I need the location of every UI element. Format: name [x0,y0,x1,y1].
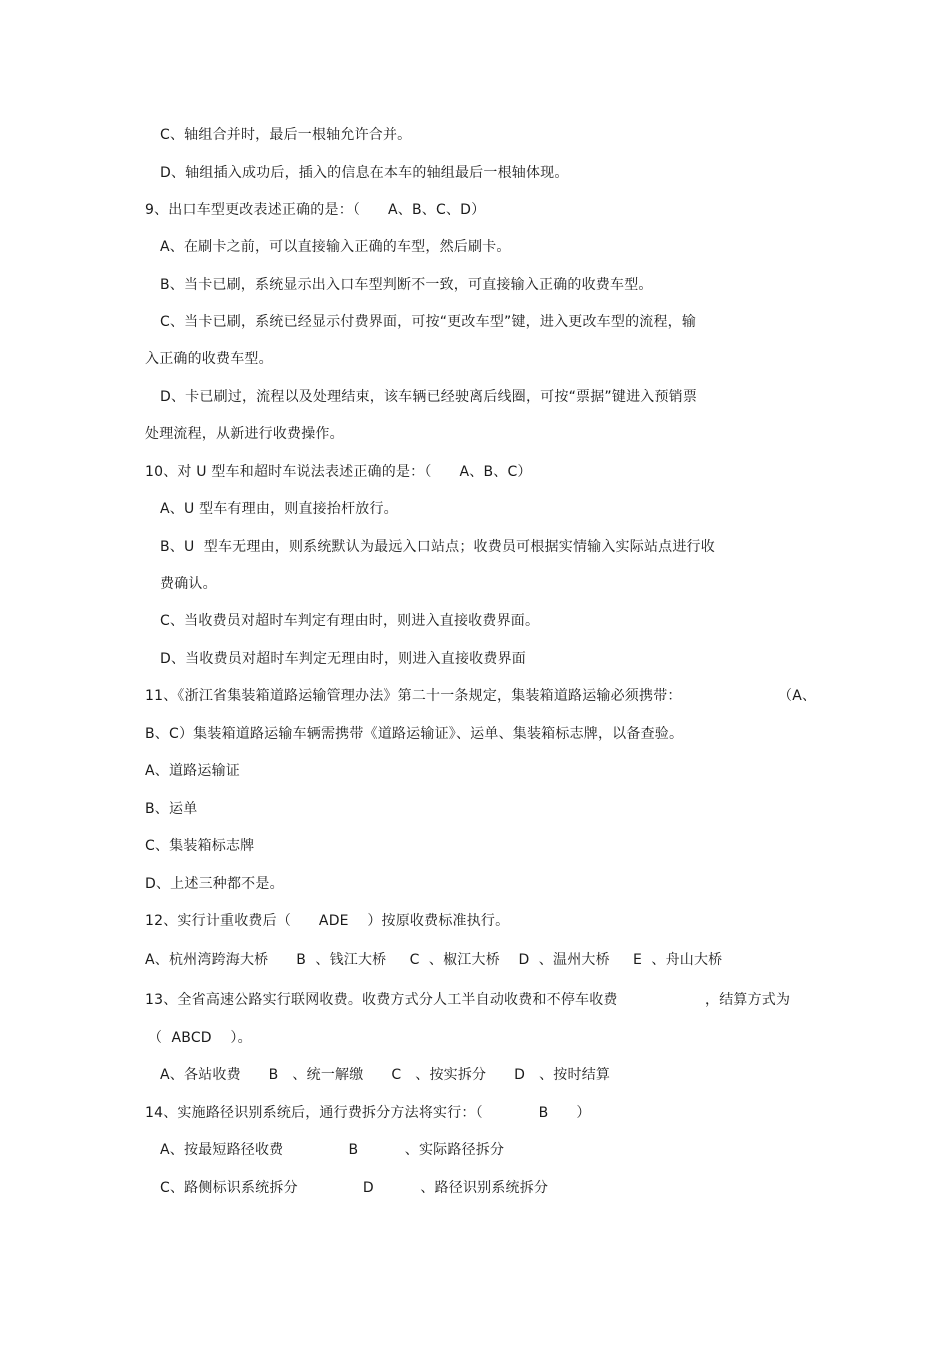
option-line: A、在刷卡之前，可以直接输入正确的车型，然后刷卡。 [160,239,511,255]
option-line: C、轴组合并时，最后一根轴允许合并。 [160,127,412,143]
options-row: A、按最短路径收费 B 、实际路径拆分 [160,1142,505,1158]
answer-line: （ ABCD ）。 [148,1030,252,1046]
question-line: 10、对 U 型车和超时车说法表述正确的是：（ A、B、C） [145,464,532,480]
options-row: A、各站收费 B 、统一解缴 C 、按实拆分 D 、按时结算 [160,1067,611,1083]
question-fragment: ，结算方式为 [705,992,791,1008]
option-line-continued: 处理流程，从新进行收费操作。 [145,426,344,442]
question-line: 11、《浙江省集装箱道路运输管理办法》第二十一条规定，集装箱道路运输必须携带： [145,688,682,704]
option-line: B、U 型车无理由，则系统默认为最远入口站点；收费员可根据实情输入实际站点进行收 [160,539,715,555]
option-line: D、上述三种都不是。 [145,876,284,892]
option-line: B、当卡已刷，系统显示出入口车型判断不一致，可直接输入正确的收费车型。 [160,277,653,293]
options-row: C、路侧标识系统拆分 D 、路径识别系统拆分 [160,1180,549,1196]
option-line: D、卡已刷过，流程以及处理结束，该车辆已经驶离后线圈，可按“票据”键进入预销票 [160,389,698,405]
option-line: B、运单 [145,801,198,817]
option-line-continued: 入正确的收费车型。 [145,351,273,367]
option-line: A、U 型车有理由，则直接抬杆放行。 [160,501,398,517]
option-line: C、当收费员对超时车判定有理由时，则进入直接收费界面。 [160,613,540,629]
question-line: 12、实行计重收费后（ ADE ）按原收费标准执行。 [145,913,510,929]
option-line: A、道路运输证 [145,763,240,779]
question-line: 14、实施路径识别系统后，通行费拆分方法将实行：（ B ） [145,1105,591,1121]
options-row: A、杭州湾跨海大桥 B 、钱江大桥 C 、椒江大桥 D 、温州大桥 E 、舟山大桥 [145,952,723,968]
option-line: C、集装箱标志牌 [145,838,255,854]
option-line: C、当卡已刷，系统已经显示付费界面，可按“更改车型”键，进入更改车型的流程，输 [160,314,697,330]
option-line: D、当收费员对超时车判定无理由时，则进入直接收费界面 [160,651,526,667]
answer-fragment: （A、 [778,688,817,704]
option-line-continued: 费确认。 [160,576,217,592]
question-line: 9、出口车型更改表述正确的是：（ A、B、C、D） [145,202,486,218]
option-line: D、轴组插入成功后，插入的信息在本车的轴组最后一根轴体现。 [160,165,569,181]
question-line-continued: B、C）集装箱道路运输车辆需携带《道路运输证》、运单、集装箱标志牌，以备查验。 [145,726,684,742]
question-line: 13、全省高速公路实行联网收费。收费方式分人工半自动收费和不停车收费 [145,992,618,1008]
